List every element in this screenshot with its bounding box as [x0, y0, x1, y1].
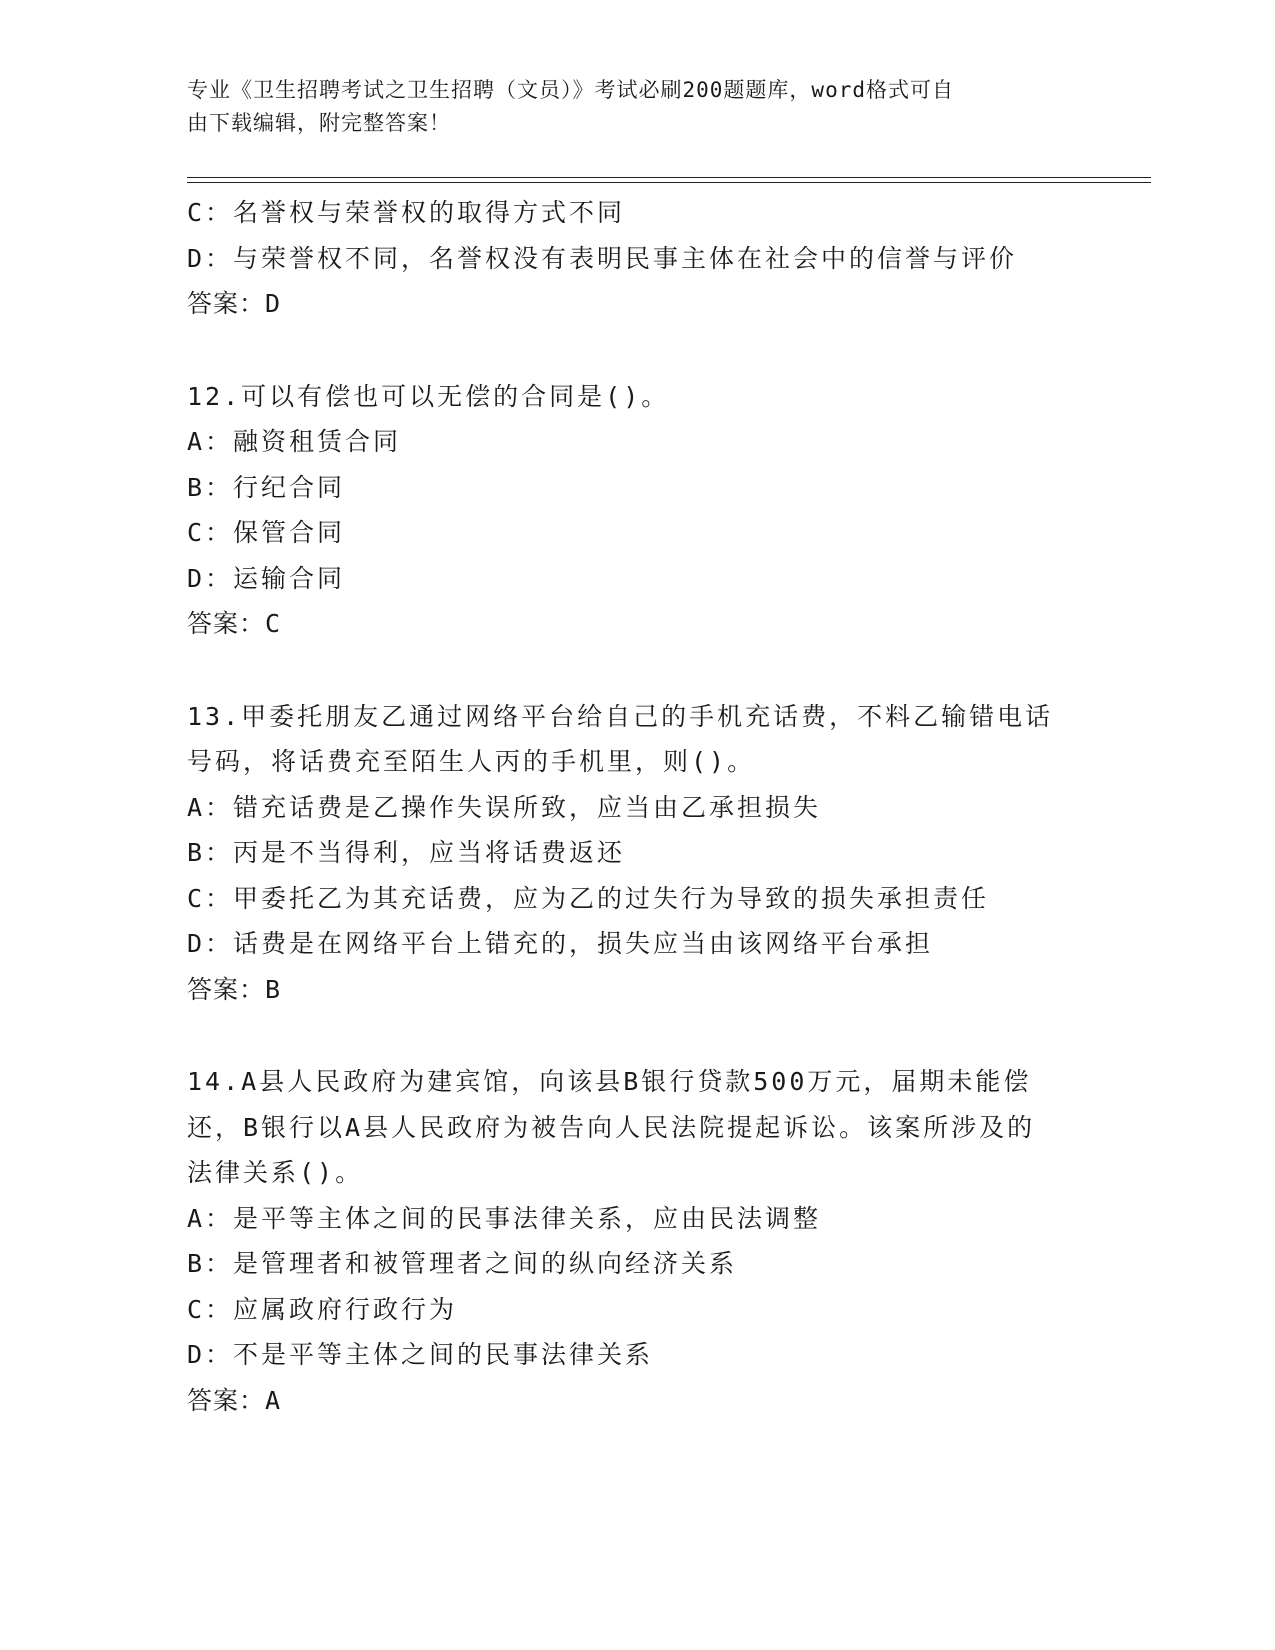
- option-a: A：是平等主体之间的民事法律关系，应由民法调整: [187, 1203, 822, 1233]
- option-c: C：甲委托乙为其充话费，应为乙的过失行为导致的损失承担责任: [187, 883, 990, 913]
- header-rule-bottom: [187, 182, 1151, 183]
- option-b: B：行纪合同: [187, 472, 346, 502]
- document-header: [187, 74, 1067, 140]
- answer-line: 答案：A: [187, 1385, 282, 1415]
- answer-line: 答案：B: [187, 974, 282, 1004]
- option-d: D：运输合同: [187, 563, 346, 593]
- answer-line: 答案：C: [187, 609, 282, 638]
- answer-line: 答案：D: [187, 289, 282, 318]
- question-stem: 12.可以有偿也可以无偿的合同是()。: [187, 381, 670, 411]
- option-c: C：名誉权与荣誉权的取得方式不同: [187, 198, 626, 227]
- option-d: D：话费是在网络平台上错充的，损失应当由该网络平台承担: [187, 929, 934, 958]
- question-list: [187, 190, 1087, 1423]
- question-stem: 还，B银行以A县人民政府为被告向人民法院提起诉讼。该案所涉及的: [187, 1112, 1036, 1142]
- header-rule-top: [187, 177, 1151, 178]
- question-stem: 14.A县人民政府为建宾馆，向该县B银行贷款500万元，届期未能偿: [187, 1067, 1032, 1096]
- option-c: C：保管合同: [187, 518, 346, 547]
- question-11-continuation: [187, 190, 1087, 327]
- option-a: A：融资租赁合同: [187, 427, 402, 456]
- header-line-2: 由下载编辑，附完整答案！: [187, 111, 451, 135]
- question-14: [187, 1059, 1087, 1423]
- option-a: A：错充话费是乙操作失误所致，应当由乙承担损失: [187, 792, 822, 822]
- header-line-1: 专业《卫生招聘考试之卫生招聘（文员）》考试必刷200题题库，word格式可自: [187, 78, 954, 102]
- question-stem: 号码，将话费充至陌生人丙的手机里，则()。: [187, 747, 756, 776]
- option-c: C：应属政府行政行为: [187, 1294, 458, 1324]
- question-13: [187, 694, 1087, 1013]
- question-stem: 法律关系()。: [187, 1158, 364, 1187]
- option-d: D：不是平等主体之间的民事法律关系: [187, 1340, 654, 1369]
- question-12: [187, 374, 1087, 647]
- option-b: B：是管理者和被管理者之间的纵向经济关系: [187, 1249, 738, 1278]
- option-b: B：丙是不当得利，应当将话费返还: [187, 838, 626, 867]
- question-stem: 13.甲委托朋友乙通过网络平台给自己的手机充话费，不料乙输错电话: [187, 701, 1054, 731]
- option-d: D：与荣誉权不同，名誉权没有表明民事主体在社会中的信誉与评价: [187, 243, 1018, 273]
